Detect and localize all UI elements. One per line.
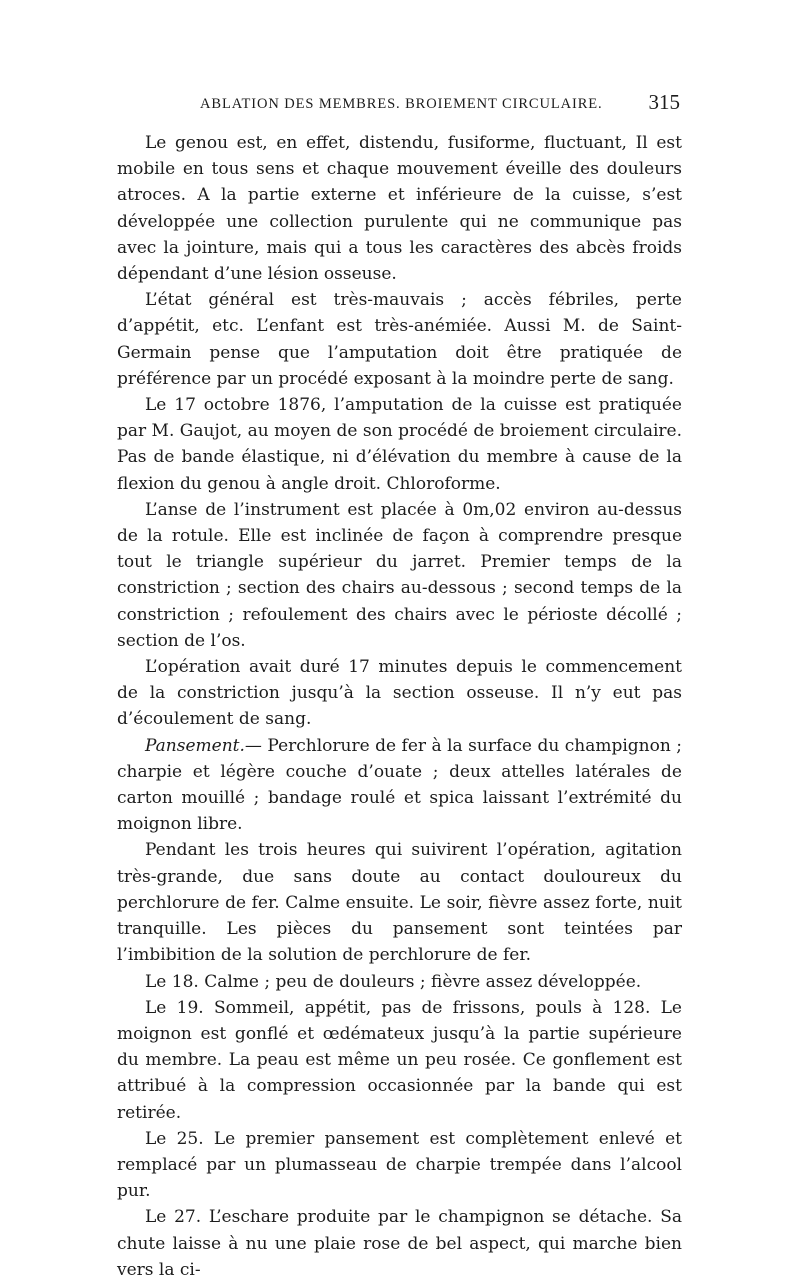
paragraph-instrument-placement: L’anse de l’instrument est placée à 0m,02 environ au-dessus de la rotule. Elle est inclinée de façon à comprendre presque tout le triangle supérieur du jarret. Premier temps de la constriction ; section des chairs au-dessous ; second temps de la constriction ; refoulement des chairs avec le périoste décollé ; section de l’os. [117,499,682,651]
paragraph-post-operation: Pendant les trois heures qui suivirent l’opération, agitation très-grande, due sans doute au contact douloureux du perchlorure de fer. Calme ensuite. Le soir, fièvre assez forte, nuit tranquille. Les pièces du pansement sont teintées par l’imbibition de la solution de perchlorure de fer. [117,840,682,966]
running-head [117,90,682,130]
paragraph-day-19: Le 19. Sommeil, appétit, pas de frissons, pouls à 128. Le moignon est gonflé et œdémateux jusqu’à la partie supérieure du membre. La peau est même un peu rosée. Ce gonflement est attribué à la compression occasionnée par la bande qui est retirée. [117,997,682,1123]
page-number: 315 [648,90,680,114]
paragraph-operation-duration: L’opération avait duré 17 minutes depuis le commencement de la constriction jusqu’à la section osseuse. Il n’y eut pas d’écoulement de sang. [117,657,682,730]
paragraph-knee-description: Le genou est, en effet, distendu, fusiforme, fluctuant, Il est mobile en tous sens et chaque mouvement éveille des douleurs atroces. A la partie externe et inférieure de la cuisse, s’est développée une collection purulente qui ne communique pas avec la jointure, mais qui a tous les caractères des abcès froids dépendant d’une lésion osseuse. [117,133,682,285]
paragraph-day-25: Le 25. Le premier pansement est complètement enlevé et remplacé par un plumasseau de charpie trempée dans l’alcool pur. [117,1128,682,1202]
running-title: ABLATION DES MEMBRES. BROIEMENT CIRCULAIRE. [200,96,603,112]
paragraph-amputation-date: Le 17 octobre 1876, l’amputation de la cuisse est pratiquée par M. Gaujot, au moyen de son procédé de broiement circulaire. Pas de bande élastique, ni d’élévation du membre à cause de la flexion du genou à angle droit. Chloroforme. [117,395,682,494]
paragraph-day-27: Le 27. L’eschare produite par le champignon se détache. Sa chute laisse à nu une plaie rose de bel aspect, qui marche bien vers la ci- [117,1207,682,1280]
paragraph-general-state: L’état général est très-mauvais ; accès fébriles, perte d’appétit, etc. L’enfant est très-anémiée. Aussi M. de Saint-Germain pense que l’amputation doit être pratiquée de préférence par un procédé exposant à la moindre perte de sang. [117,290,682,389]
paragraph-pansement [117,733,682,838]
book-page [117,0,682,1283]
paragraph-day-18: Le 18. Calme ; peu de douleurs ; fièvre assez développée. [145,971,642,992]
pansement-label: Pansement.— [145,735,262,756]
pansement-text: Perchlorure de fer à la surface du champignon ; charpie et légère couche d’ouate ; deux attelles latérales de carton mouillé ; bandage roulé et spica laissant l’extrémité du moignon libre. [117,735,682,835]
body-text [117,130,682,1283]
